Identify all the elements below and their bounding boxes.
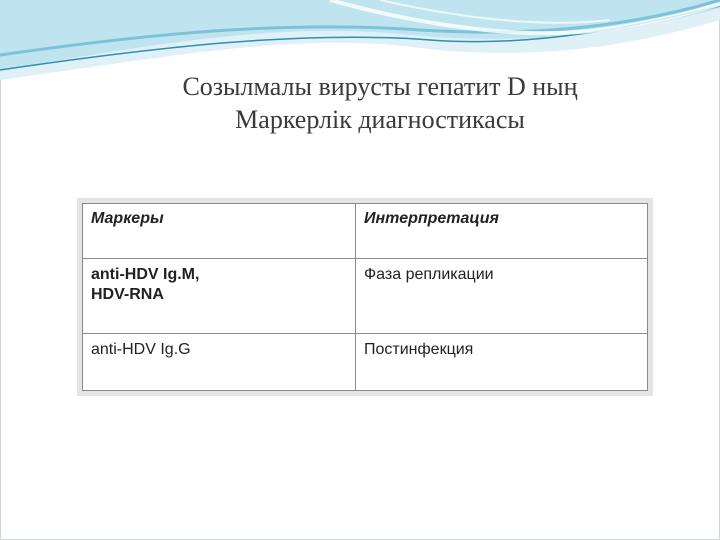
table-row	[83, 259, 648, 333]
title-line-2: Маркерлік диагностикасы	[235, 105, 525, 134]
interpretation-cell	[356, 333, 648, 390]
marker-line: anti-HDV Ig.G	[91, 340, 191, 358]
interpretation-text: Постинфекция	[364, 340, 474, 358]
table-header-row	[83, 204, 648, 259]
interpretation-cell	[356, 259, 648, 333]
marker-line: HDV-RNA	[91, 286, 164, 304]
marker-line: anti-HDV Ig.M,	[91, 266, 200, 284]
interpretation-text: Фаза репликации	[364, 266, 494, 284]
marker-cell	[83, 333, 356, 390]
markers-table	[82, 203, 648, 391]
slide-title	[110, 70, 650, 136]
marker-cell	[83, 259, 356, 333]
header-markers: Маркеры	[83, 204, 356, 259]
table-row	[83, 333, 648, 390]
header-interpretation: Интерпретация	[356, 204, 648, 259]
title-line-1: Созылмалы вирусты гепатит D ның	[182, 72, 578, 101]
